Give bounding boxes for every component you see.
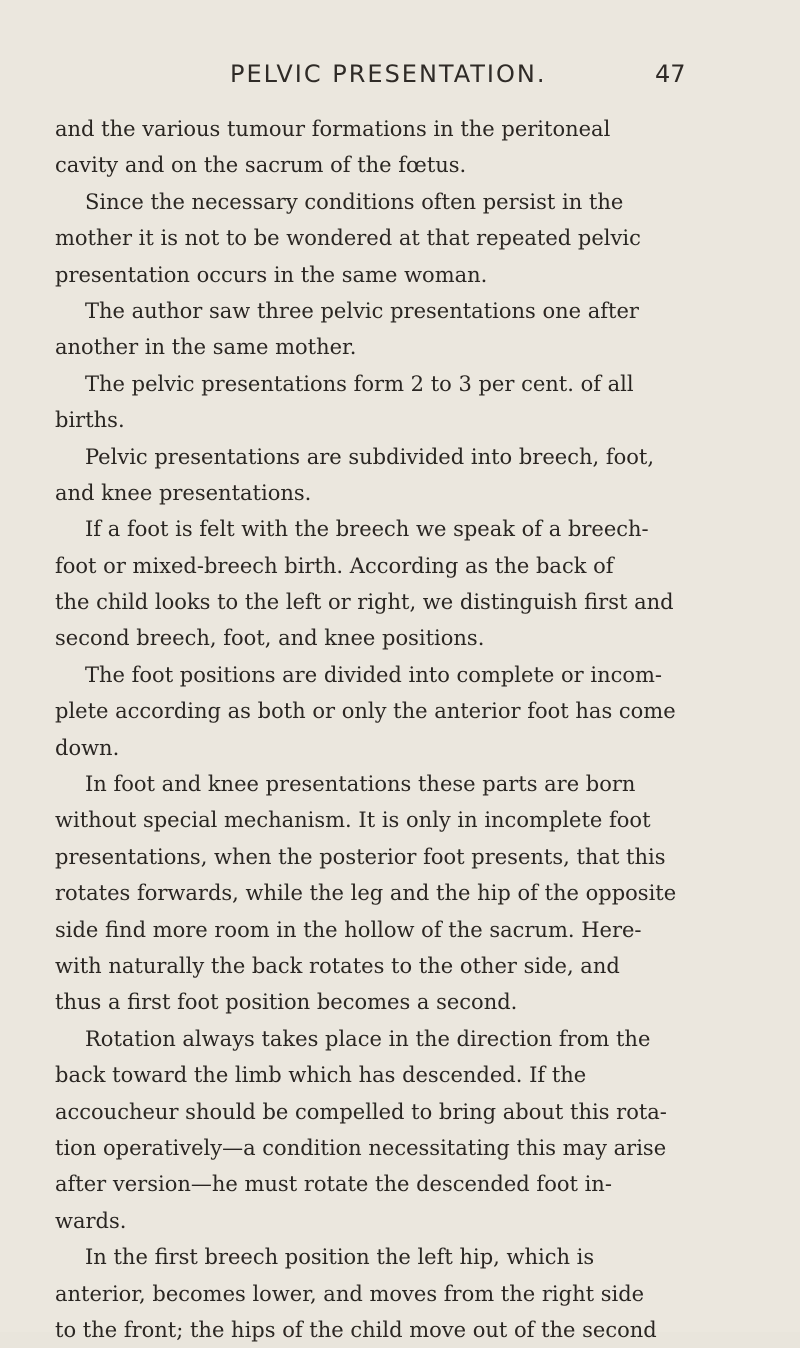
text-line: The author saw three pelvic presentations one after — [85, 298, 639, 323]
text-line: presentation occurs in the same woman. — [55, 262, 488, 287]
text-line: down. — [55, 735, 120, 760]
text-line: wards. — [55, 1208, 127, 1233]
text-line: foot or mixed-breech birth. According as the back of — [55, 553, 614, 578]
text-line: the child looks to the left or right, we distinguish first and — [55, 590, 674, 615]
text-line: without special mechanism. It is only in incomplete foot — [55, 808, 651, 833]
text-line: plete according as both or only the anterior foot has come — [55, 699, 676, 724]
text-line: presentations, when the posterior foot presents, that this — [55, 844, 666, 869]
text-line: tion operatively—a condition necessitating this may arise — [55, 1135, 667, 1160]
text-line: Rotation always takes place in the direction from the — [85, 1026, 651, 1051]
text-line: In foot and knee presentations these parts are born — [85, 772, 636, 797]
text-line: rotates forwards, while the leg and the hip of the opposite — [55, 881, 677, 906]
text-line: anterior, becomes lower, and moves from the right side — [55, 1281, 645, 1306]
text-line: If a foot is felt with the breech we speak of a breech- — [85, 517, 649, 542]
text-line: thus a first foot position becomes a second. — [55, 990, 518, 1015]
body-text — [55, 111, 745, 1348]
text-line: In the first breech position the left hip, which is — [85, 1245, 595, 1270]
text-line: to the front; the hips of the child move out of the second — [55, 1317, 657, 1342]
text-line: another in the same mother. — [55, 335, 357, 360]
text-line: cavity and on the sacrum of the fœtus. — [55, 153, 467, 178]
text-line: The foot positions are divided into complete or incom- — [85, 662, 663, 687]
text-line: Pelvic presentations are subdivided into breech, foot, — [85, 444, 654, 469]
text-line: side find more room in the hollow of the sacrum. Here- — [55, 917, 642, 942]
text-line: and knee presentations. — [55, 480, 312, 505]
text-line: back toward the limb which has descended. If the — [55, 1063, 587, 1088]
text-line: with naturally the back rotates to the other side, and — [55, 953, 620, 978]
text-line: mother it is not to be wondered at that repeated pelvic — [55, 226, 641, 251]
text-line: second breech, foot, and knee positions. — [55, 626, 485, 651]
page-number: 47 — [655, 60, 686, 88]
running-head: PELVIC PRESENTATION. — [230, 60, 547, 88]
text-line: accoucheur should be compelled to bring about this rota- — [55, 1099, 667, 1124]
text-line: after version—he must rotate the descended foot in- — [55, 1172, 612, 1197]
text-line: Since the necessary conditions often persist in the — [85, 189, 624, 214]
page-header — [0, 60, 800, 100]
text-line: and the various tumour formations in the peritoneal — [55, 117, 611, 141]
text-line: The pelvic presentations form 2 to 3 per cent. of all — [85, 371, 634, 396]
text-line: births. — [55, 408, 125, 433]
